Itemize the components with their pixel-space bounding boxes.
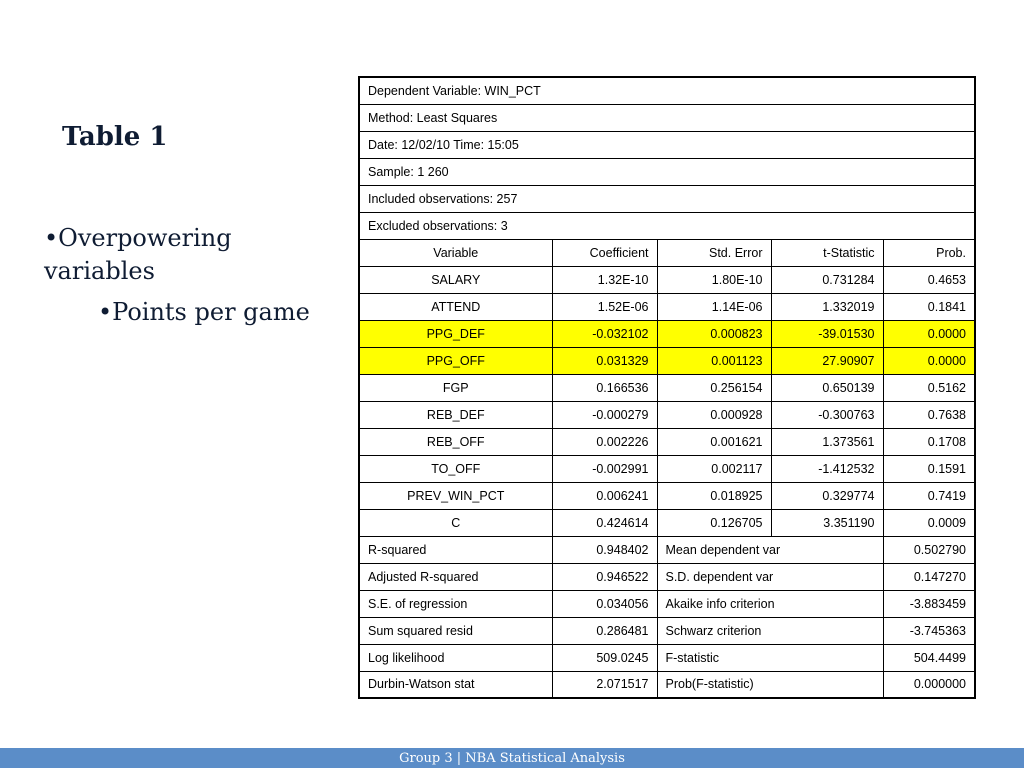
- stat-label: Adjusted R-squared: [359, 563, 552, 590]
- footer-text: Group 3 | NBA Statistical Analysis: [399, 751, 625, 766]
- info-row: [359, 131, 975, 158]
- t-statistic-cell: 0.329774: [771, 482, 883, 509]
- stat-label: Log likelihood: [359, 644, 552, 671]
- stat-label: Prob(F-statistic): [657, 671, 883, 698]
- slide-title: Table 1: [62, 122, 168, 152]
- stat-value: 0.946522: [552, 563, 657, 590]
- stat-label: Mean dependent var: [657, 536, 883, 563]
- variable-cell: PPG_DEF: [359, 320, 552, 347]
- variable-cell: REB_OFF: [359, 428, 552, 455]
- prob-cell: 0.1708: [883, 428, 975, 455]
- t-statistic-cell: 27.90907: [771, 347, 883, 374]
- info-dependent-variable: Dependent Variable: WIN_PCT: [359, 77, 975, 104]
- stats-row: [359, 617, 975, 644]
- info-row: [359, 104, 975, 131]
- t-statistic-cell: 1.373561: [771, 428, 883, 455]
- stat-value: 2.071517: [552, 671, 657, 698]
- t-statistic-cell: 0.731284: [771, 266, 883, 293]
- stat-value: 0.147270: [883, 563, 975, 590]
- stat-value: 0.286481: [552, 617, 657, 644]
- variable-cell: SALARY: [359, 266, 552, 293]
- stats-row: [359, 644, 975, 671]
- table-row-highlighted: [359, 320, 975, 347]
- table-header-row: [359, 239, 975, 266]
- header-coefficient: Coefficient: [552, 239, 657, 266]
- stat-label: S.D. dependent var: [657, 563, 883, 590]
- t-statistic-cell: -39.01530: [771, 320, 883, 347]
- stat-label: S.E. of regression: [359, 590, 552, 617]
- info-date-time: Date: 12/02/10 Time: 15:05: [359, 131, 975, 158]
- table-row: [359, 401, 975, 428]
- stat-value: 0.034056: [552, 590, 657, 617]
- stat-label: Durbin-Watson stat: [359, 671, 552, 698]
- stat-label: Sum squared resid: [359, 617, 552, 644]
- info-sample: Sample: 1 260: [359, 158, 975, 185]
- variable-cell: ATTEND: [359, 293, 552, 320]
- prob-cell: 0.1841: [883, 293, 975, 320]
- std-error-cell: 0.018925: [657, 482, 771, 509]
- prob-cell: 0.0000: [883, 347, 975, 374]
- table-row: [359, 482, 975, 509]
- prob-cell: 0.1591: [883, 455, 975, 482]
- coefficient-cell: -0.002991: [552, 455, 657, 482]
- table-row: [359, 266, 975, 293]
- variable-cell: TO_OFF: [359, 455, 552, 482]
- table-row: [359, 455, 975, 482]
- variable-cell: REB_DEF: [359, 401, 552, 428]
- variable-cell: PREV_WIN_PCT: [359, 482, 552, 509]
- header-t-statistic: t-Statistic: [771, 239, 883, 266]
- std-error-cell: 0.126705: [657, 509, 771, 536]
- bullet-overpowering-variables: •Overpowering variables: [44, 224, 232, 285]
- table-row: [359, 374, 975, 401]
- stats-row: [359, 590, 975, 617]
- t-statistic-cell: -0.300763: [771, 401, 883, 428]
- info-row: [359, 212, 975, 239]
- std-error-cell: 0.001123: [657, 347, 771, 374]
- coefficient-cell: -0.032102: [552, 320, 657, 347]
- info-row: [359, 185, 975, 212]
- prob-cell: 0.0009: [883, 509, 975, 536]
- info-method: Method: Least Squares: [359, 104, 975, 131]
- t-statistic-cell: 3.351190: [771, 509, 883, 536]
- std-error-cell: 1.14E-06: [657, 293, 771, 320]
- coefficient-cell: 0.006241: [552, 482, 657, 509]
- prob-cell: 0.7419: [883, 482, 975, 509]
- std-error-cell: 0.000928: [657, 401, 771, 428]
- stat-value: 0.502790: [883, 536, 975, 563]
- info-row: [359, 158, 975, 185]
- prob-cell: 0.7638: [883, 401, 975, 428]
- footer-bar: [0, 748, 1024, 768]
- header-variable: Variable: [359, 239, 552, 266]
- stat-value: -3.883459: [883, 590, 975, 617]
- table-row: [359, 293, 975, 320]
- coefficient-cell: 1.52E-06: [552, 293, 657, 320]
- std-error-cell: 0.256154: [657, 374, 771, 401]
- variable-cell: C: [359, 509, 552, 536]
- coefficient-cell: -0.000279: [552, 401, 657, 428]
- bullet-points-per-game: •Points per game: [98, 298, 310, 326]
- t-statistic-cell: 0.650139: [771, 374, 883, 401]
- stats-row: [359, 563, 975, 590]
- info-excluded-observations: Excluded observations: 3: [359, 212, 975, 239]
- std-error-cell: 1.80E-10: [657, 266, 771, 293]
- prob-cell: 0.0000: [883, 320, 975, 347]
- stat-label: F-statistic: [657, 644, 883, 671]
- variable-cell: FGP: [359, 374, 552, 401]
- stat-value: 509.0245: [552, 644, 657, 671]
- table-row: [359, 509, 975, 536]
- coefficient-cell: 1.32E-10: [552, 266, 657, 293]
- coefficient-cell: 0.424614: [552, 509, 657, 536]
- stat-label: Schwarz criterion: [657, 617, 883, 644]
- stat-label: Akaike info criterion: [657, 590, 883, 617]
- t-statistic-cell: -1.412532: [771, 455, 883, 482]
- stat-value: -3.745363: [883, 617, 975, 644]
- stat-label: R-squared: [359, 536, 552, 563]
- regression-table: [358, 76, 976, 699]
- stat-value: 504.4499: [883, 644, 975, 671]
- stat-value: 0.000000: [883, 671, 975, 698]
- table-row: [359, 428, 975, 455]
- coefficient-cell: 0.166536: [552, 374, 657, 401]
- std-error-cell: 0.002117: [657, 455, 771, 482]
- stat-value: 0.948402: [552, 536, 657, 563]
- t-statistic-cell: 1.332019: [771, 293, 883, 320]
- stats-row: [359, 671, 975, 698]
- table-row-highlighted: [359, 347, 975, 374]
- info-row: [359, 77, 975, 104]
- stats-row: [359, 536, 975, 563]
- std-error-cell: 0.001621: [657, 428, 771, 455]
- std-error-cell: 0.000823: [657, 320, 771, 347]
- prob-cell: 0.4653: [883, 266, 975, 293]
- prob-cell: 0.5162: [883, 374, 975, 401]
- coefficient-cell: 0.002226: [552, 428, 657, 455]
- header-std-error: Std. Error: [657, 239, 771, 266]
- info-included-observations: Included observations: 257: [359, 185, 975, 212]
- header-prob: Prob.: [883, 239, 975, 266]
- variable-cell: PPG_OFF: [359, 347, 552, 374]
- coefficient-cell: 0.031329: [552, 347, 657, 374]
